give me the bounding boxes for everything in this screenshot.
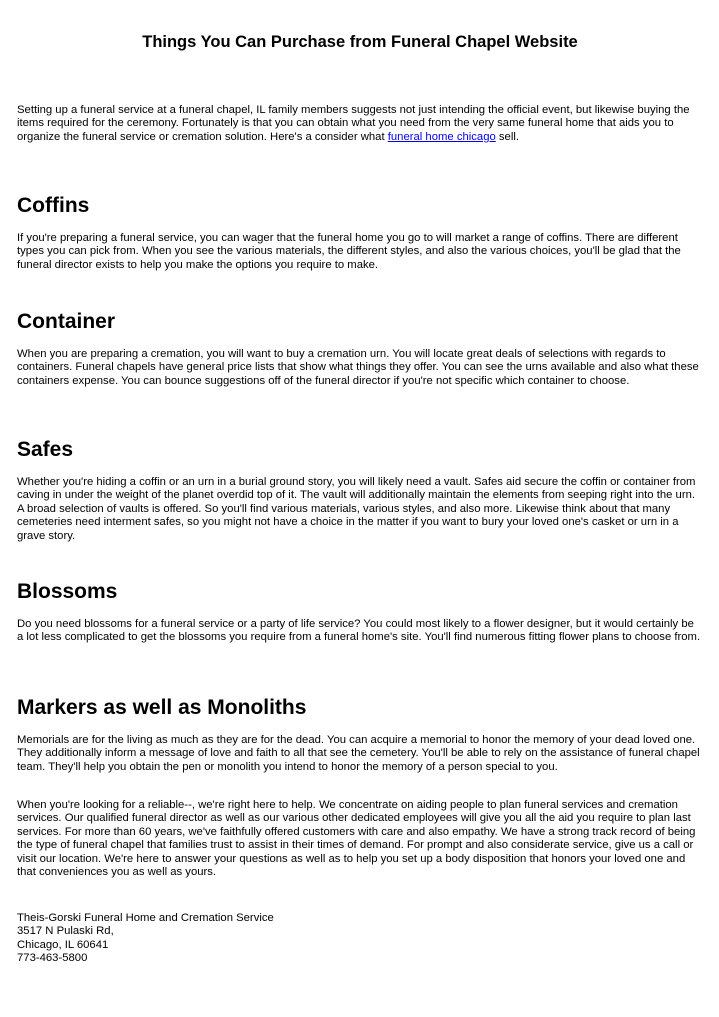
- section-text-markers: Memorials are for the living as much as they are for the dead. You can acquire a memorial to honor the memory of your dead loved one. They additionally inform a message of love and faith to all that see the cemetery. You'll be able to rely on the assistance of funeral chapel team. They'll help you obtain the pen or monolith you intend to honor the memory of a person special to you.: [17, 734, 700, 773]
- section-text-services: When you're looking for a reliable--, we're right here to help. We concentrate on aiding people to plan funeral services and cremation services. Our qualified funeral director as well as our various other dedicated employees will give you all the aid you require to plan last services. For more than 60 years, we've faithfully offered customers with care and also empathy. We have a strong track record of being the type of funeral chapel that families trust to assist in their times of demand. For prompt and also considerate service, give us a call or visit our location. We're here to answer your questions as well as to help you set up a body disposition that honors your loved one and that conveniences you as well as yours.: [17, 799, 696, 879]
- business-name: Theis-Gorski Funeral Home and Cremation Service: [17, 912, 274, 924]
- city-state-zip: Chicago, IL 60641: [17, 938, 109, 951]
- section-text-blossoms: Do you need blossoms for a funeral service or a party of life service? You could most likely to a flower designer, but it would certainly be a lot less complicated to get the blossoms you require from a funeral home's site. You'll find numerous fitting flower plans to choose from.: [17, 618, 701, 644]
- intro-text-end: sell.: [495, 130, 519, 143]
- funeral-home-chicago-link[interactable]: funeral home chicago: [387, 130, 496, 143]
- street-address: 3517 N Pulaski Rd,: [17, 925, 114, 938]
- section-heading-markers: Markers as well as Monoliths: [17, 696, 307, 719]
- section-heading-container: Container: [17, 310, 116, 333]
- intro-text: Setting up a funeral service at a funeral chapel, IL family members suggests not just intending the official event, but likewise buying the items required for the ceremony. Fortunately is that you can obtain what you need from the very same funeral home that aids you to organize the funeral service or cremation solution. Here's a consider what: [17, 104, 690, 143]
- section-heading-blossoms: Blossoms: [17, 580, 118, 603]
- page-title: Things You Can Purchase from Funeral Chapel Website: [142, 33, 578, 51]
- section-heading-safes: Safes: [17, 438, 74, 461]
- section-heading-coffins: Coffins: [17, 194, 90, 217]
- intro-paragraph: [17, 104, 703, 144]
- section-text-safes: Whether you're hiding a coffin or an urn in a burial ground story, you will likely need a vault. Safes aid secure the coffin or container from caving in under the weight of the planet overdid top of it. The vault will additionally maintain the elements from seeping right into the urn. A broad selection of vaults is offered. So you'll find various materials, various styles, and also more. Likewise think about that many cemeteries need interment safes, so you might not have a choice in the matter if you want to bury your loved one's casket or urn in a grave story.: [17, 476, 696, 542]
- phone-number: 773-463-5800: [17, 952, 88, 965]
- section-text-container: When you are preparing a cremation, you will want to buy a cremation urn. You will locate great deals of selections with regards to containers. Funeral chapels have general price lists that show what things they offer. You can see the urns available and also what these containers expense. You can bounce suggestions off of the funeral director if you're not specific which container to choose.: [17, 348, 699, 387]
- address-block: [17, 912, 274, 966]
- section-text-coffins: If you're preparing a funeral service, you can wager that the funeral home you go to will market a range of coffins. There are different types you can pick from. When you see the various materials, the different styles, and also the various choices, you'll be glad that the funeral director exists to help you make the options you require to make.: [17, 232, 681, 271]
